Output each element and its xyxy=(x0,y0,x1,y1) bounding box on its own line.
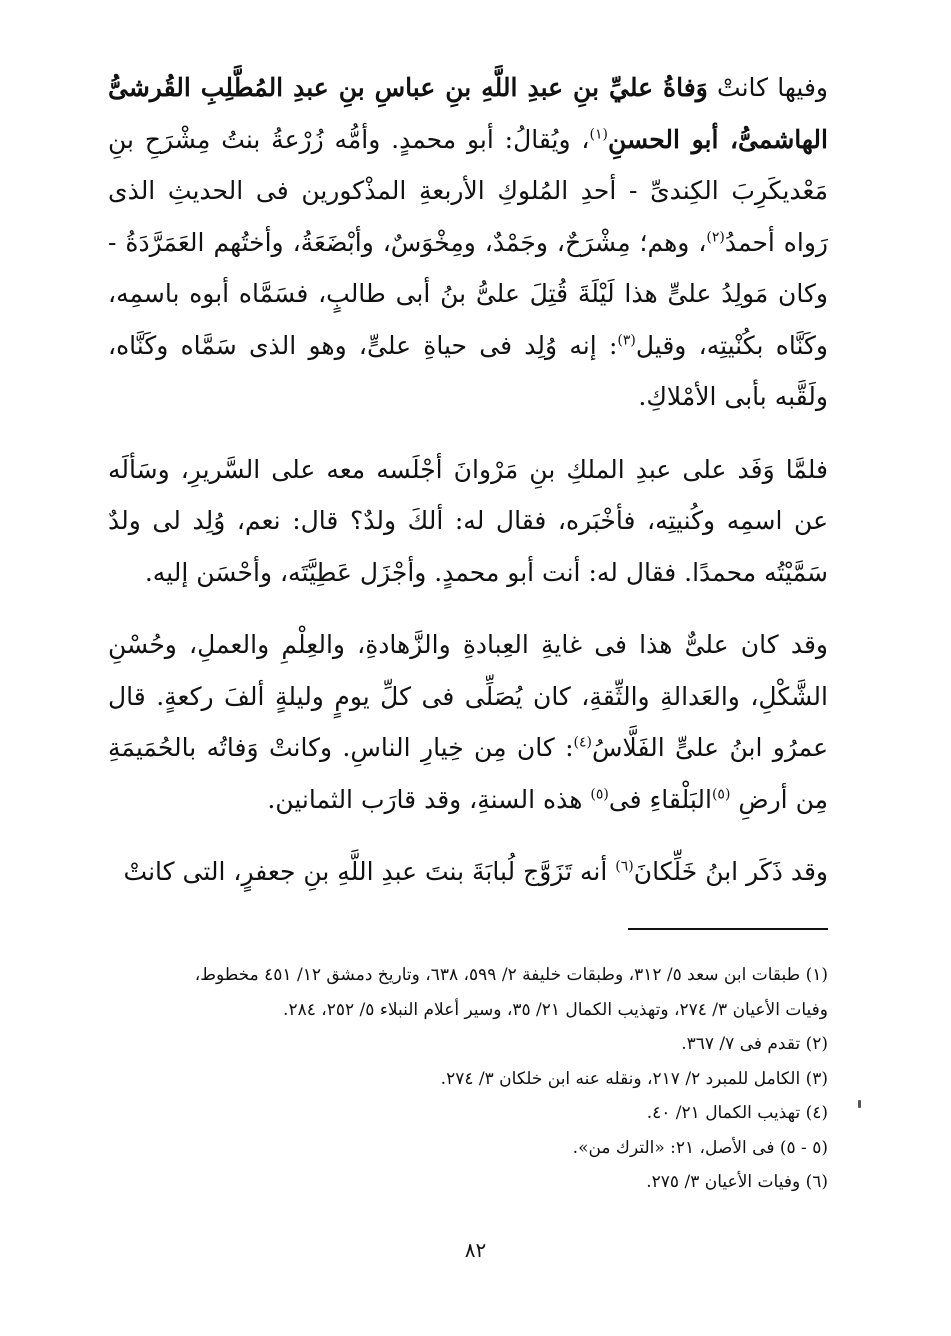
paragraph-3-text-b: : كان مِن خِيارِ الناسِ. وكانتْ وَفاتُه بالحُمَيمَةِ مِن أرضِ xyxy=(108,733,828,814)
footnote-line: (٢) تقدم فى ٧/ ٣٦٧. xyxy=(681,1034,828,1054)
main-text xyxy=(108,62,828,898)
paragraph-1 xyxy=(108,62,828,423)
footnote-ref-5-end: (٥) xyxy=(590,786,609,803)
footnote-ref-3: (٣) xyxy=(617,332,636,349)
paragraph-1-text-d: ، وهم؛ مِشْرَحٌ، وجَمْدٌ، ومِخْوَسٌ، وأبْضَعَةُ، وأختُهم العَمَرَّدَةُ - وكان مَولِدُ علىٍّ هذا لَيْلَةَ قُتِلَ علىُّ بنُ أبى طالبٍ، فسَمَّاه أبوه باسمِه، وكَنَّاه بكُنْيتِه، وقيل xyxy=(108,227,828,360)
paragraph-1-bold-name: وَفاةُ عليِّ بنِ عبدِ اللَّهِ بنِ عباسِ بنِ عبدِ المُطَّلِبِ القُرشىُّ الهاشمىُّ، أبو الحسنِ xyxy=(108,73,828,154)
footnote-line: (١) طبقات ابن سعد ٥/ ٣١٢، وطبقات خليفة ٢/ ٥٩٩، ٦٣٨، وتاريخ دمشق ١٢/ ٤٥١ مخطوط، xyxy=(194,965,828,985)
footnote-ref-1: (١) xyxy=(589,126,608,143)
paragraph-4 xyxy=(108,846,828,898)
footnote-separator xyxy=(628,928,828,930)
footnote-ref-5-start: (٥) xyxy=(711,786,731,803)
footnote-line: وفيات الأعيان ٣/ ٢٧٤، وتهذيب الكمال ٢١/ ٣٥، وسير أعلام النبلاء ٥/ ٢٥٢، ٢٨٤. xyxy=(283,999,828,1020)
paragraph-3 xyxy=(108,619,828,825)
paragraph-4-text-a: وقد ذَكَر ابنُ خَلِّكانَ xyxy=(633,857,828,886)
footnote-ref-4: (٤) xyxy=(573,734,593,751)
footnote-ref-6: (٦) xyxy=(615,858,634,875)
paragraph-4-text-b: أنه تَزَوَّج لُبابَةَ بنتَ عبدِ اللَّهِ بنِ جعفرٍ، التى كانتْ xyxy=(123,857,616,886)
paragraph-2: فلمَّا وَفَد على عبدِ الملكِ بنِ مَرْوانَ أجْلَسه معه على السَّريرِ، وسَألَه عن اسمِه وكُنيتِه، فأخْبَره، فقال له: ألكَ ولدٌ؟ قال: نعم، وُلِد لى ولدٌ سَمَّيْتُه محمدًا. فقال له: أنت أبو محمدٍ. وأجْزَل عَطِيَّتَه، وأحْسَن إليه. xyxy=(108,454,828,587)
paragraph-3-text-d: هذه السنةِ، وقد قارَب الثمانين. xyxy=(267,784,591,814)
footnote-line: (٣) الكامل للمبرد ٢/ ٢١٧، ونقله عنه ابن خلكان ٣/ ٢٧٤. xyxy=(440,1068,828,1089)
paragraph-1-text-c: ، ويُقالُ: أبو محمدٍ. وأمُّه زُرْعةُ بنتُ مِشْرَحِ بنِ مَعْديكَرِبَ الكِندىِّ - أحدِ المُلوكِ الأربعةِ المذْكورين فى الحديثِ الذى رَواه أحمدُ xyxy=(108,124,828,257)
footnote-line: (٥ - ٥) فى الأصل، ٢١: «الترك من». xyxy=(572,1137,828,1158)
paragraph-1-text-e: : إنه وُلِد فى حياةِ علىٍّ، وهو الذى سَمَّاه وكَنَّاه، ولَقَّبه بأبى الأمْلاكِ. xyxy=(108,330,828,411)
footnote-line: (٤) تهذيب الكمال ٢١/ ٤٠. xyxy=(646,1103,828,1123)
footnote-ref-2: (٢) xyxy=(706,229,725,246)
paragraph-3-text-c: البَلْقاءِ فى xyxy=(608,784,712,814)
paragraph-1-text-a: وفيها كانتْ xyxy=(707,73,828,102)
paragraph-3-text-a: وقد كان علىٌّ هذا فى غايةِ العِبادةِ والزَّهادةِ، والعِلْمِ والعملِ، وحُسْنِ الشَّكْلِ، والعَدالةِ والثِّقةِ، كان يُصَلِّى فى كلِّ يومٍ وليلةٍ ألفَ ركعةٍ. قال عمرُو ابنُ علىٍّ الفَلَّاسُ xyxy=(108,630,829,762)
page-number: ٨٢ xyxy=(464,1238,487,1262)
footnote-line: (٦) وفيات الأعيان ٣/ ٢٧٥. xyxy=(646,1172,828,1192)
footnotes-list xyxy=(108,958,828,1200)
scan-speck xyxy=(858,1100,861,1108)
